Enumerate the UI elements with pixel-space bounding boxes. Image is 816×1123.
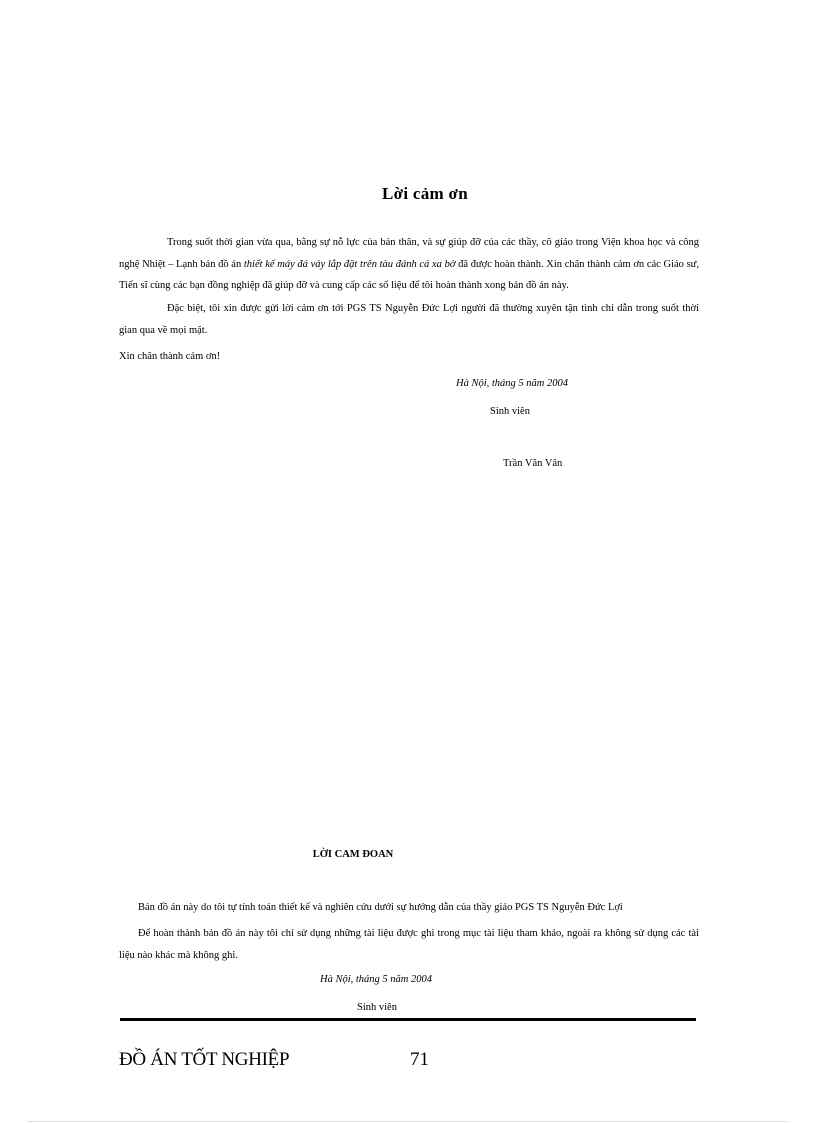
- acknowledgment-title: Lời cảm ơn: [381, 184, 469, 203]
- page-edge-divider: [28, 1121, 788, 1122]
- footer-rule: [120, 1018, 696, 1021]
- acknowledgment-place-date: Hà Nội, tháng 5 năm 2004: [456, 378, 569, 389]
- paragraph-1-text-b: đã được hoàn thành. Xin chân thành cảm ơn các Giáo sư, Tiến sĩ cùng các bạn đồng nghiệp đã giúp đỡ và cung cấp các số liệu để tôi hoàn thành xong bản đồ án này.: [119, 258, 699, 291]
- footer-label: ĐỒ ÁN TỐT NGHIỆP: [119, 1049, 290, 1070]
- declaration-place-date: Hà Nội, tháng 5 năm 2004: [320, 974, 433, 985]
- declaration-paragraph-2: Để hoàn thành bản đồ án này tôi chỉ sử dụng những tài liệu được ghi trong mục tài liệu tham khảo, ngoài ra không sử dụng các tài liệu nào khác mà không ghi.: [119, 928, 699, 961]
- acknowledgment-paragraph-1: [119, 232, 699, 297]
- page-number: 71: [410, 1049, 429, 1070]
- acknowledgment-role: Sinh viên: [490, 406, 530, 417]
- declaration-role: Sinh viên: [357, 1002, 397, 1013]
- acknowledgment-paragraph-3: Xin chân thành cảm ơn!: [119, 351, 221, 362]
- acknowledgment-signature-name: Trần Văn Vân: [503, 458, 563, 469]
- project-title-italic: thiết kế máy đá vảy lắp đặt trên tàu đánh cá xa bờ: [243, 258, 456, 270]
- acknowledgment-paragraph-2: Đặc biệt, tôi xin được gửi lời cảm ơn tới PGS TS Nguyễn Đức Lợi người đã thường xuyên tận tình chỉ dẫn trong suốt thời gian qua về mọi mặt.: [119, 303, 699, 336]
- paragraph-1-text-a: Trong suốt thời gian vừa qua, bằng sự nỗ lực của bản thân, và sự giúp đỡ của các thầy, cô giáo trong Viện khoa học và công nghệ Nhiệt – Lạnh bản đồ án: [119, 237, 699, 270]
- declaration-title: LỜI CAM ĐOAN: [312, 849, 394, 860]
- declaration-paragraph-1: Bản đồ án này do tôi tự tính toán thiết kế và nghiên cứu dưới sự hướng dẫn của thầy giáo PGS TS Nguyễn Đức Lợi: [138, 902, 623, 913]
